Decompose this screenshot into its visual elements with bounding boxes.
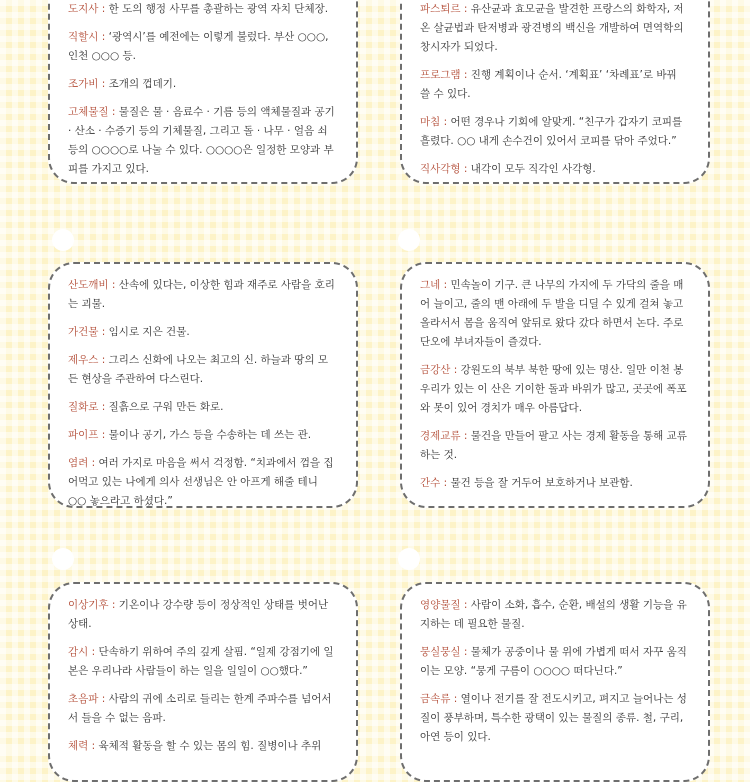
glossary-term: 경제교류	[420, 430, 461, 442]
glossary-term: 직사각형	[420, 163, 461, 175]
glossary-definition: 물체가 공중이나 물 위에 가볍게 떠서 자꾸 움직이는 모양. “뭉게 구름이 ○○○○ 떠다닌다.”	[420, 646, 687, 677]
glossary-card-5	[48, 582, 358, 782]
term-separator: :	[98, 354, 109, 366]
glossary-term: 뭉실뭉실	[420, 646, 461, 658]
glossary-entry	[420, 361, 690, 418]
binder-hole	[52, 229, 74, 251]
glossary-term: 간수	[420, 477, 441, 489]
glossary-definition: 민속놀이 기구. 큰 나무의 가지에 두 가닥의 줄을 매어 늘이고, 줄의 맨 아래에 두 발을 디딜 수 있게 걸쳐 놓고 올라서서 몸을 움직여 앞뒤로 왔다 갔다 하면서 논다. 주로 단오에 부녀자들이 즐겼다.	[420, 279, 684, 348]
glossary-entry	[420, 690, 690, 747]
term-separator: :	[88, 646, 99, 658]
glossary-entry	[68, 426, 338, 445]
glossary-term: 고체물질	[68, 106, 109, 118]
term-separator: :	[460, 163, 471, 175]
glossary-definition: 기온이나 강수량 등이 정상적인 상태를 벗어난 상태.	[68, 599, 329, 630]
glossary-entry	[420, 643, 690, 681]
glossary-term: 직할시	[68, 31, 99, 43]
glossary-card-1	[48, 0, 358, 184]
glossary-card-3	[48, 262, 358, 508]
glossary-entry	[68, 596, 338, 634]
glossary-entry	[68, 75, 338, 94]
glossary-definition: 여러 가지로 마음을 써서 걱정함. “치과에서 껌을 집어먹고 있는 나에게 의사 선생님은 안 아프게 해줄 테니 ○○ 놓으라고 하셨다.”	[68, 457, 334, 507]
glossary-term: 금강산	[420, 364, 451, 376]
term-separator: :	[108, 599, 119, 611]
glossary-term: 도지사	[68, 3, 99, 15]
binder-hole	[398, 229, 420, 251]
glossary-entry	[68, 643, 338, 681]
glossary-entry	[420, 427, 690, 465]
glossary-term: 이상기후	[68, 599, 109, 611]
term-separator: :	[98, 326, 109, 338]
glossary-entry	[420, 0, 690, 57]
term-separator: :	[98, 693, 109, 705]
glossary-entry	[68, 276, 338, 314]
glossary-entry	[68, 103, 338, 179]
glossary-term: 감시	[68, 646, 89, 658]
glossary-definition: 물이나 공기, 가스 등을 수송하는 데 쓰는 관.	[108, 429, 312, 441]
term-separator: :	[98, 31, 109, 43]
term-separator: :	[98, 3, 109, 15]
term-separator: :	[108, 106, 119, 118]
glossary-definition: 그리스 신화에 나오는 최고의 신. 하늘과 땅의 모든 현상을 주관하여 다스린다.	[68, 354, 329, 385]
glossary-entry	[420, 596, 690, 634]
glossary-definition: 강원도의 북부 북한 땅에 있는 명산. 일만 이천 봉우리가 있는 이 산은 기이한 돌과 바위가 많고, 곳곳에 폭포와 못이 있어 경치가 매우 아름답다.	[420, 364, 687, 414]
term-separator: :	[98, 401, 109, 413]
glossary-entry	[68, 351, 338, 389]
term-separator: :	[440, 116, 451, 128]
term-separator: :	[88, 457, 99, 469]
glossary-definition: 물건 등을 잘 거두어 보호하거나 보관함.	[450, 477, 633, 489]
glossary-definition: 육체적 활동을 할 수 있는 몸의 힘. 질병이나 추위	[98, 740, 322, 752]
glossary-entry	[68, 454, 338, 511]
glossary-card-2	[400, 0, 710, 184]
glossary-definition: 진행 계획이나 순서. ‘계획표’ ‘차례표’로 바꿔 쓸 수 있다.	[420, 69, 677, 100]
term-separator: :	[460, 646, 471, 658]
glossary-definition: ‘광역시’를 예전에는 이렇게 불렀다. 부산 ○○○, 인천 ○○○ 등.	[68, 31, 329, 62]
glossary-definition: 열이나 전기를 잘 전도시키고, 펴지고 늘어나는 성질이 풍부하며, 특수한 광택이 있는 물질의 종류. 철, 구리, 아연 등이 있다.	[420, 693, 687, 743]
glossary-term: 조가비	[68, 78, 99, 90]
glossary-term: 마침	[420, 116, 441, 128]
glossary-entry	[420, 113, 690, 151]
glossary-entry	[68, 0, 338, 19]
term-separator: :	[108, 279, 119, 291]
glossary-definition: 사람이 소화, 흡수, 순환, 배설의 생활 기능을 유지하는 데 필요한 물질.	[420, 599, 687, 630]
glossary-term: 프로그램	[420, 69, 461, 81]
glossary-term: 제우스	[68, 354, 99, 366]
glossary-term: 파스퇴르	[420, 3, 461, 15]
glossary-definition: 물건을 만들어 팔고 사는 경제 활동을 통해 교류하는 것.	[420, 430, 687, 461]
glossary-entry	[420, 160, 690, 179]
term-separator: :	[98, 78, 109, 90]
glossary-card-4	[400, 262, 710, 508]
glossary-definition: 산속에 있다는, 이상한 힘과 재주로 사람을 호리는 괴물.	[68, 279, 335, 310]
glossary-definition: 사람의 귀에 소리로 들리는 한계 주파수를 넘어서서 들을 수 없는 음파.	[68, 693, 332, 724]
binder-hole	[52, 548, 74, 570]
term-separator: :	[460, 69, 471, 81]
glossary-term: 염려	[68, 457, 89, 469]
term-separator: :	[460, 430, 471, 442]
glossary-entry	[68, 398, 338, 417]
glossary-card-6	[400, 582, 710, 782]
binder-hole	[398, 548, 420, 570]
glossary-definition: 임시로 지은 건물.	[108, 326, 190, 338]
glossary-definition: 질흙으로 구워 만든 화로.	[108, 401, 224, 413]
glossary-definition: 물질은 물 · 음료수 · 기름 등의 액체물질과 공기 · 산소 · 수증기 등의 기체물질, 그리고 돌 · 나무 · 얼음 쇠 등의 ○○○○로 나눌 수 있다. ○○○○은 일정한 모양과 부피를 가지고 있다.	[68, 106, 335, 175]
glossary-term: 산도깨비	[68, 279, 109, 291]
term-separator: :	[440, 477, 451, 489]
term-separator: :	[450, 364, 461, 376]
glossary-definition: 내각이 모두 직각인 사각형.	[470, 163, 596, 175]
glossary-term: 가건물	[68, 326, 99, 338]
glossary-term: 체력	[68, 740, 89, 752]
glossary-entry	[68, 323, 338, 342]
glossary-definition: 유산균과 효모균을 발견한 프랑스의 화학자, 저온 살균법과 탄저병과 광견병의 백신을 개발하여 면역학의 창시자가 되었다.	[420, 3, 684, 53]
glossary-definition: 단속하기 위하여 주의 깊게 살핌. “일제 강점기에 일본은 우리나라 사람들이 하는 일을 일일이 ○○했다.”	[68, 646, 334, 677]
glossary-definition: 어떤 경우나 기회에 알맞게. “친구가 갑자기 코피를 흘렸다. ○○ 내게 손수건이 있어서 코피를 닦아 주었다.”	[420, 116, 683, 147]
glossary-term: 금속류	[420, 693, 451, 705]
term-separator: :	[98, 429, 109, 441]
glossary-term: 질화로	[68, 401, 99, 413]
term-separator: :	[460, 599, 471, 611]
glossary-entry	[420, 474, 690, 493]
glossary-term: 초음파	[68, 693, 99, 705]
glossary-definition: 조개의 껍데기.	[108, 78, 177, 90]
term-separator: :	[88, 740, 99, 752]
glossary-entry	[420, 66, 690, 104]
term-separator: :	[450, 693, 461, 705]
glossary-entry	[68, 737, 338, 756]
glossary-entry	[68, 28, 338, 66]
glossary-term: 파이프	[68, 429, 99, 441]
term-separator: :	[440, 279, 451, 291]
glossary-term: 그네	[420, 279, 441, 291]
glossary-entry	[420, 276, 690, 352]
glossary-entry	[68, 690, 338, 728]
term-separator: :	[460, 3, 471, 15]
glossary-term: 영양물질	[420, 599, 461, 611]
glossary-definition: 한 도의 행정 사무를 총괄하는 광역 자치 단체장.	[108, 3, 329, 15]
